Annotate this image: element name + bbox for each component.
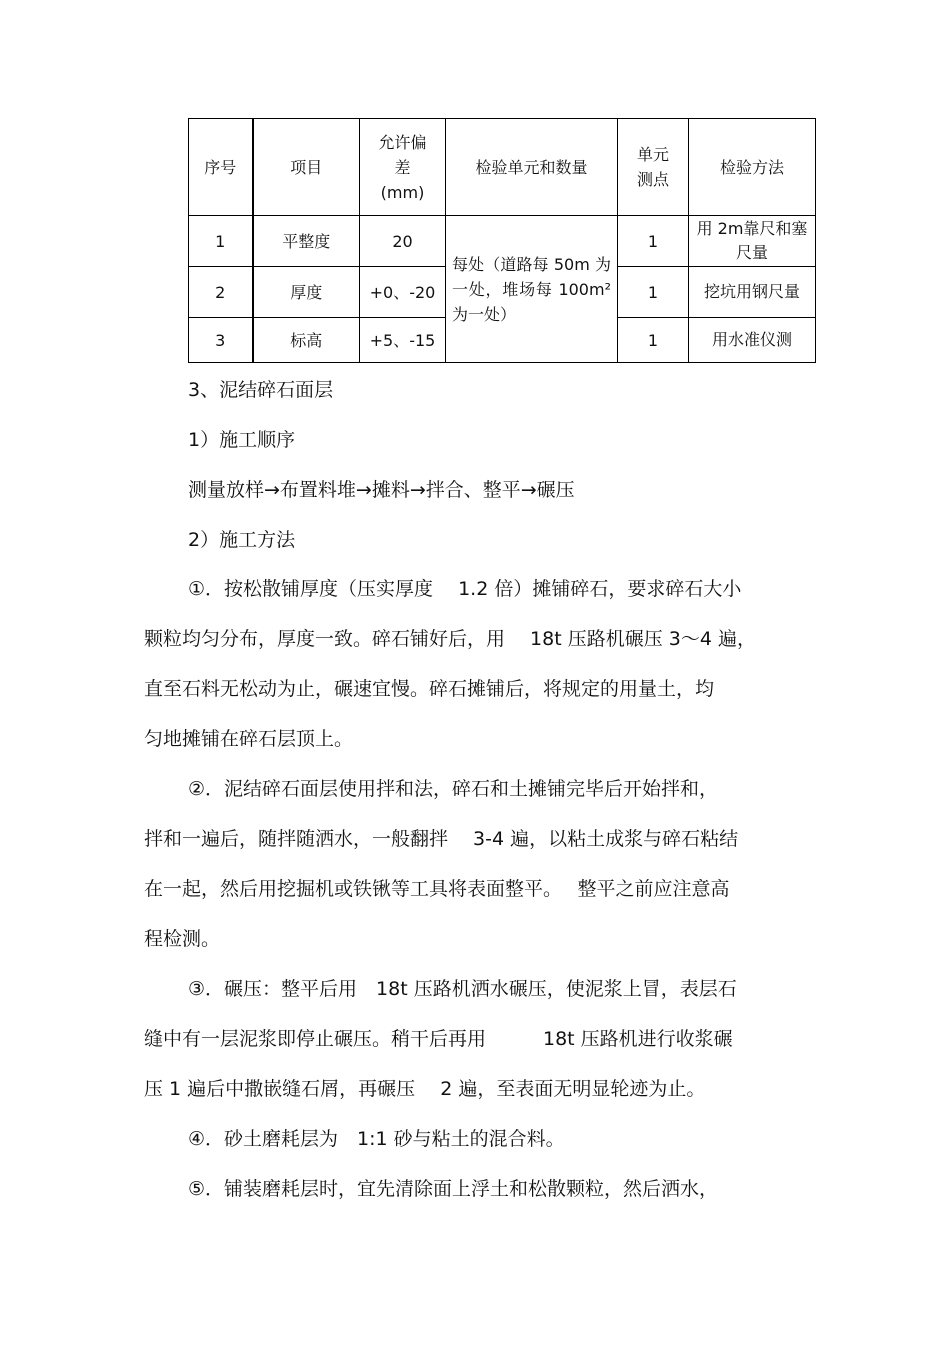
- cell-item: 标高: [253, 318, 360, 363]
- cell-points: 1: [618, 267, 689, 318]
- header-points: [618, 119, 689, 216]
- paragraph-line: 缝中有一层泥浆即停止碾压。稍干后再用 18t 压路机进行收浆碾: [144, 1028, 733, 1050]
- cell-no: 1: [189, 216, 253, 267]
- cell-unit: 每处（道路每 50m 为一处，堆场每 100m²为一处）: [446, 216, 618, 363]
- header-no: 序号: [189, 119, 253, 216]
- header-tolerance: [360, 119, 446, 216]
- paragraph-line: ⑤．铺装磨耗层时，宜先清除面上浮土和松散颗粒，然后洒水，: [188, 1178, 719, 1200]
- cell-tolerance: +5、-15: [360, 318, 446, 363]
- header-unit: 检验单元和数量: [446, 119, 618, 216]
- paragraph-line: 程检测。: [144, 928, 221, 950]
- step2-title: 2）施工方法: [188, 529, 296, 551]
- paragraph-line: 拌和一遍后，随拌随洒水，一般翻拌 3-4 遍，以粘土成浆与碎石粘结: [144, 828, 739, 850]
- cell-tolerance: 20: [360, 216, 446, 267]
- paragraph-line: 匀地摊铺在碎石层顶上。: [144, 728, 354, 750]
- cell-method: 用水准仪测: [689, 318, 816, 363]
- paragraph-line: ③．碾压：整平后用 18t 压路机洒水碾压，使泥浆上冒，表层石: [188, 978, 737, 1000]
- cell-item: 平整度: [253, 216, 360, 267]
- paragraph-line: ①．按松散铺厚度（压实厚度 1.2 倍）摊铺碎石，要求碎石大小: [188, 578, 742, 600]
- step1-body: 测量放样→布置料堆→摊料→拌合、整平→碾压: [188, 479, 575, 501]
- cell-method: 用 2m靠尺和塞尺量: [689, 216, 816, 267]
- cell-method: 挖坑用钢尺量: [689, 267, 816, 318]
- paragraph-line: 直至石料无松动为止，碾速宜慢。碎石摊铺后，将规定的用量土，均: [144, 678, 715, 700]
- table-row: [189, 216, 816, 267]
- header-tolerance-line: 差: [394, 157, 411, 177]
- cell-points: 1: [618, 318, 689, 363]
- cell-no: 3: [189, 318, 253, 363]
- paragraph-line: 在一起，然后用挖掘机或铁锹等工具将表面整平。 整平之前应注意高: [144, 878, 730, 900]
- header-tolerance-line: (mm): [380, 182, 425, 202]
- paragraph-line: 压 1 遍后中撒嵌缝石屑，再碾压 2 遍，至表面无明显轮迹为止。: [144, 1078, 706, 1100]
- cell-points: 1: [618, 216, 689, 267]
- inspection-table: [188, 118, 816, 363]
- cell-tolerance: +0、-20: [360, 267, 446, 318]
- section-title: 3、泥结碎石面层: [188, 379, 334, 401]
- header-points-line: 测点: [636, 170, 669, 189]
- header-points-line: 单元: [636, 145, 669, 164]
- cell-item: 厚度: [253, 267, 360, 318]
- paragraph-line: 颗粒均匀分布，厚度一致。碎石铺好后，用 18t 压路机碾压 3～4 遍，: [144, 628, 756, 650]
- table-header-row: [189, 119, 816, 216]
- header-tolerance-line: 允许偏: [378, 132, 427, 152]
- paragraph-line: ④．砂土磨耗层为 1:1 砂与粘土的混合料。: [188, 1128, 565, 1150]
- cell-no: 2: [189, 267, 253, 318]
- header-method: 检验方法: [689, 119, 816, 216]
- paragraph-line: ②．泥结碎石面层使用拌和法，碎石和土摊铺完毕后开始拌和，: [188, 778, 719, 800]
- header-item: 项目: [253, 119, 360, 216]
- step1-title: 1）施工顺序: [188, 429, 296, 451]
